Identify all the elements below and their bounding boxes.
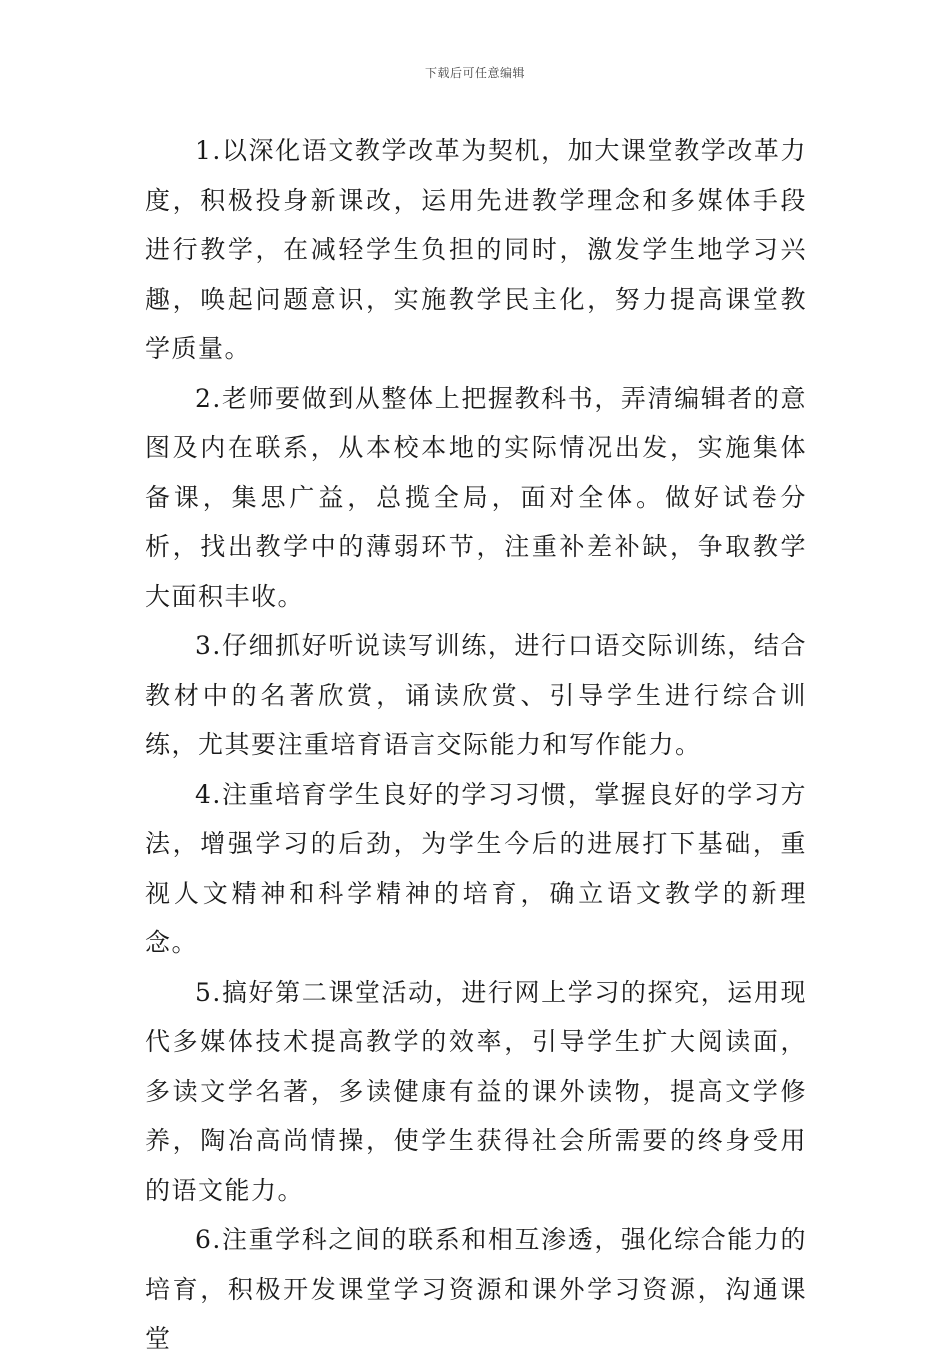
paragraph-1: 1.以深化语文教学改革为契机，加大课堂教学改革力度，积极投身新课改，运用先进教学理念和多媒体手段进行教学，在减轻学生负担的同时，激发学生地学习兴趣，唤起问题意识，实施教学民主化，努力提高课堂教学质量。 [145,136,807,363]
paragraph-4: 4.注重培育学生良好的学习习惯，掌握良好的学习方法，增强学习的后劲，为学生今后的进展打下基础，重视人文精神和科学精神的培育，确立语文教学的新理念。 [145,779,807,957]
page-header-note: 下载后可任意编辑 [424,66,525,80]
paragraph-3: 3.仔细抓好听说读写训练，进行口语交际训练，结合教材中的名著欣赏，诵读欣赏、引导学生进行综合训练，尤其要注重培育语言交际能力和写作能力。 [145,631,807,759]
paragraph-6: 6.注重学科之间的联系和相互渗透，强化综合能力的培育，积极开发课堂学习资源和课外学习资源，沟通课堂 [145,1225,807,1353]
paragraph-5: 5.搞好第二课堂活动，进行网上学习的探究，运用现代多媒体技术提高教学的效率，引导学生扩大阅读面，多读文学名著，多读健康有益的课外读物，提高文学修养，陶冶高尚情操，使学生获得社会所需要的终身受用的语文能力。 [145,977,807,1205]
document-body [145,126,807,1364]
paragraph-2: 2.老师要做到从整体上把握教科书，弄清编辑者的意图及内在联系，从本校本地的实际情况出发，实施集体备课，集思广益，总揽全局，面对全体。做好试卷分析，找出教学中的薄弱环节，注重补差补缺，争取教学大面积丰收。 [145,383,807,611]
